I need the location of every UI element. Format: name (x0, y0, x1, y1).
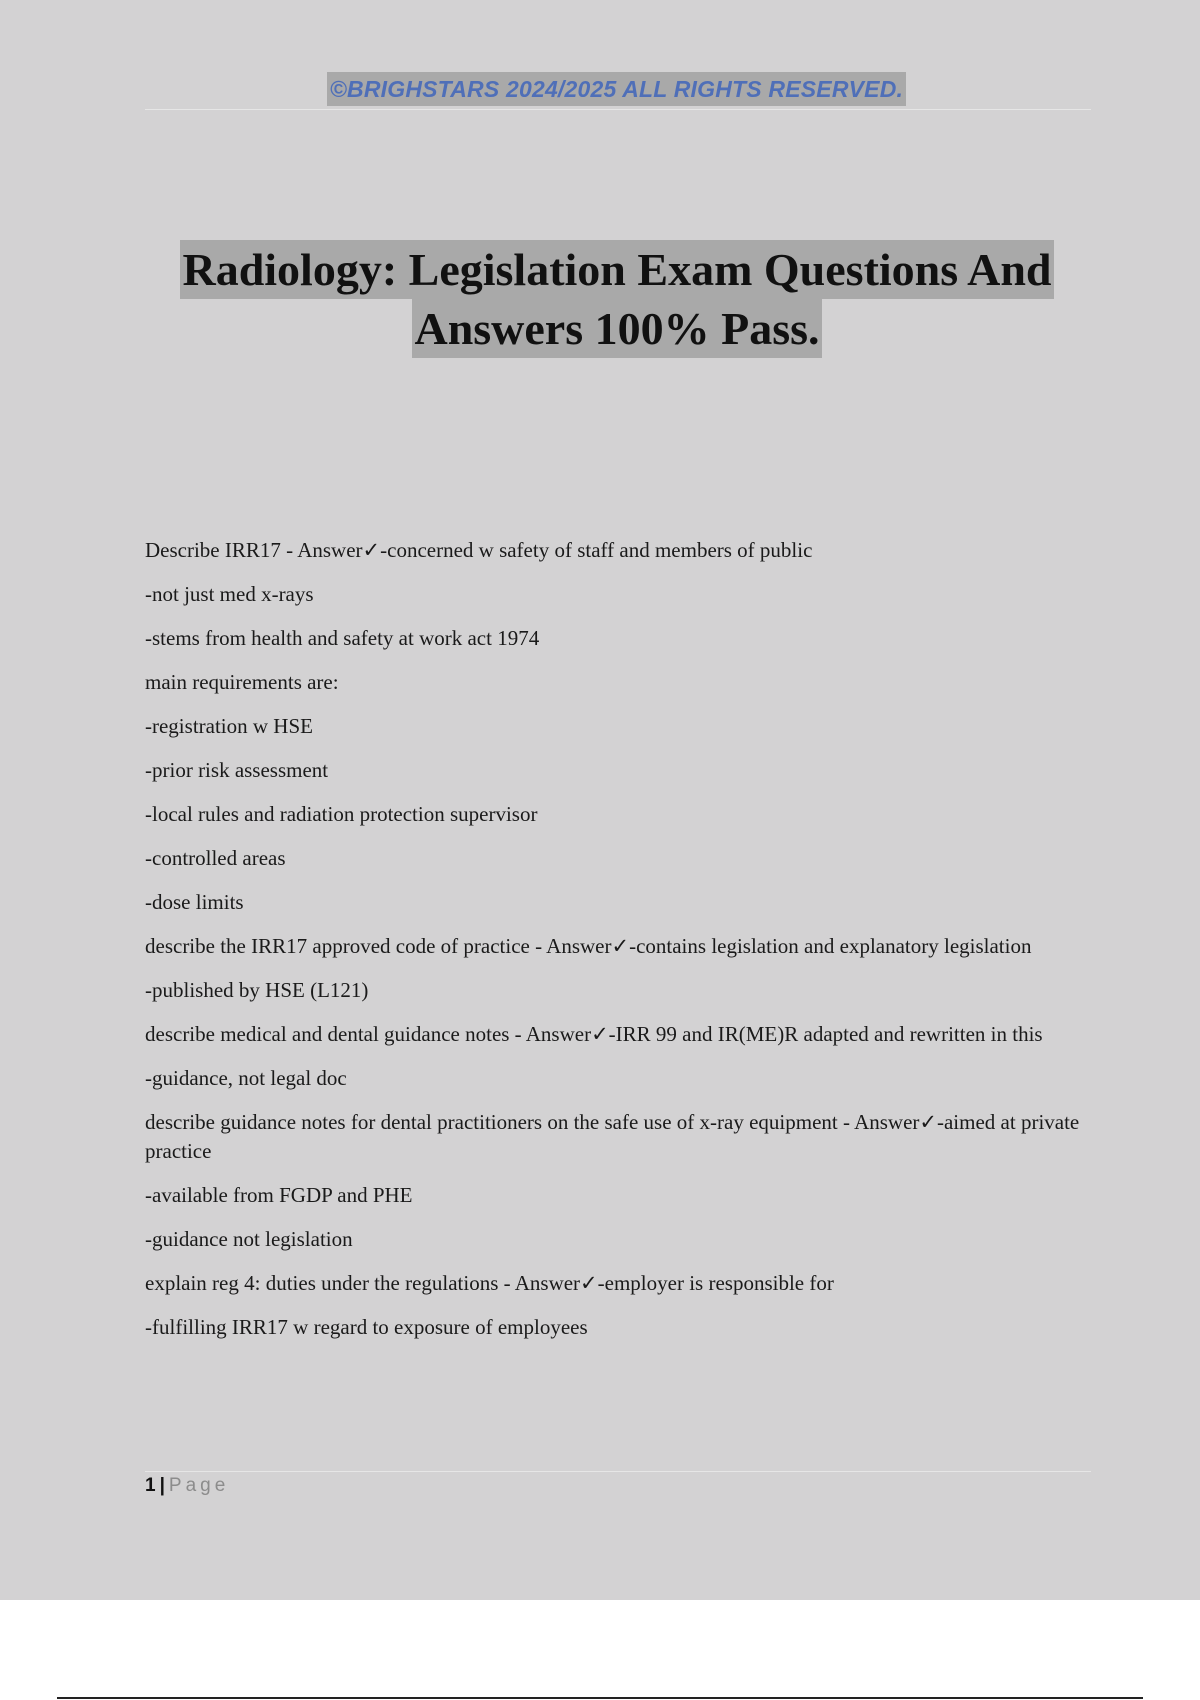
page-number: 1 (145, 1475, 156, 1496)
paragraph: -guidance, not legal doc (145, 1066, 347, 1090)
copyright-notice: ©BRIGHSTARS 2024/2025 ALL RIGHTS RESERVED. (327, 72, 906, 106)
page-footer (145, 1472, 229, 1500)
footer-separator: | (159, 1475, 165, 1496)
paragraph: -stems from health and safety at work act 1974 (145, 626, 540, 650)
paragraph: -guidance not legislation (145, 1227, 353, 1251)
title-line-2: Answers 100% Pass. (412, 299, 821, 358)
paragraph: -published by HSE (L121) (145, 978, 369, 1002)
document-body (145, 536, 1085, 1357)
paragraph: describe medical and dental guidance notes - Answer✓-IRR 99 and IR(ME)R adapted and rewritten in this (145, 1022, 1043, 1046)
paragraph: -registration w HSE (145, 714, 313, 738)
footer-divider (145, 1471, 1091, 1472)
paragraph: describe the IRR17 approved code of practice - Answer✓-contains legislation and explanatory legislation (145, 934, 1032, 958)
paragraph: -not just med x-rays (145, 582, 314, 606)
paragraph: main requirements are: (145, 670, 339, 694)
paragraph: -dose limits (145, 890, 244, 914)
paragraph: -available from FGDP and PHE (145, 1183, 413, 1207)
paragraph: describe guidance notes for dental practitioners on the safe use of x-ray equipment - Answer✓-aimed at private practice (145, 1110, 1080, 1163)
paragraph: -local rules and radiation protection supervisor (145, 802, 538, 826)
title-line-1: Radiology: Legislation Exam Questions And (180, 240, 1053, 299)
page-label: Page (168, 1475, 230, 1496)
header-divider (145, 109, 1091, 110)
bottom-rule (57, 1697, 1143, 1699)
paragraph: -controlled areas (145, 846, 286, 870)
paragraph: -prior risk assessment (145, 758, 329, 782)
paragraph: -fulfilling IRR17 w regard to exposure of employees (145, 1315, 588, 1339)
page-header (0, 72, 1200, 106)
paragraph: Describe IRR17 - Answer✓-concerned w safety of staff and members of public (145, 538, 813, 562)
paragraph: explain reg 4: duties under the regulations - Answer✓-employer is responsible for (145, 1271, 834, 1295)
document-title (120, 240, 1114, 358)
